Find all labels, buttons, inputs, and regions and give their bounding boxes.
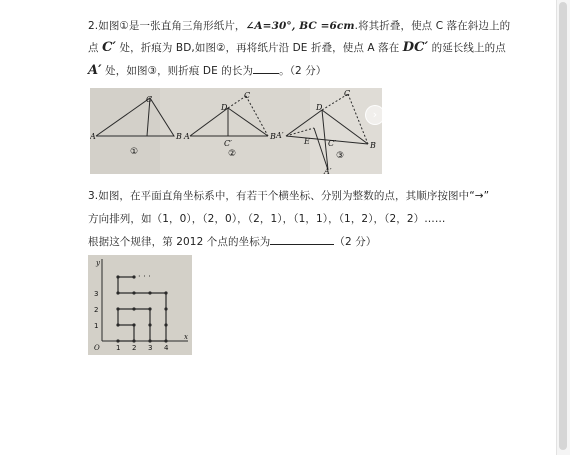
q3-answer-blank[interactable] (270, 235, 334, 245)
q3-text-3a: 根据这个规律，第 2012 个点的坐标为 (88, 236, 271, 248)
fig2-label-cprime: C′ (224, 139, 232, 148)
fig2-number: ② (228, 149, 237, 159)
q2-math-dcprime: DC′ (402, 40, 429, 55)
q3-line-3 (88, 234, 376, 249)
q2-math-cprime: C′ (102, 40, 117, 55)
q2-answer-blank[interactable] (253, 64, 279, 74)
q2-line-1 (88, 18, 510, 33)
q3-text-3b: （2 分） (334, 236, 377, 248)
q3-xtick-4: 4 (164, 344, 169, 352)
q2-text-1a: 2.如图①是一张直角三角形纸片， (88, 20, 246, 32)
q2-text-2b: 处，折痕为 BD,如图②，再将纸片沿 DE 折叠，使点 A 落在 (119, 42, 400, 54)
q3-figure-photo (88, 255, 192, 355)
fig3-label-d: D (316, 103, 323, 112)
fig2-label-b: B (270, 132, 276, 141)
q2-text-3a: 处，如图③，则折痕 DE 的长为 (105, 65, 254, 77)
fig3-label-cprime: C′ (328, 139, 336, 148)
q3-line-2: 方向排列，如（1，0），（2，0），（2，1），（1，1），（1，2），（2，2）…… (88, 213, 446, 225)
q3-line-1: 3.如图，在平面直角坐标系中，有若干个横坐标、分别为整数的点，其顺序按图中“→” (88, 190, 490, 202)
q3-xtick-3: 3 (148, 344, 153, 352)
q2-line-3 (88, 63, 326, 78)
q2-line-2 (88, 40, 506, 55)
q2-text-1b: .将其折叠，使点 C 落在斜边上的 (354, 20, 511, 32)
next-image-button[interactable] (365, 105, 385, 125)
q3-origin-label: O (94, 344, 100, 352)
fig1-label-b: B (176, 132, 182, 141)
fig3-label-e: E (304, 137, 310, 146)
scrollbar-thumb[interactable] (559, 2, 567, 450)
q3-ytick-2: 2 (94, 306, 99, 314)
q3-xtick-2: 2 (132, 344, 137, 352)
fig2-label-a: A (184, 132, 190, 141)
q2-math-aprime: A′ (88, 63, 102, 78)
q2-text-2c: 的延长线上的点 (431, 42, 506, 54)
q3-x-axis-label: x (184, 333, 188, 341)
q3-ytick-1: 1 (94, 322, 99, 330)
fig3-number: ③ (336, 151, 345, 161)
fig1-label-c: C (146, 95, 153, 104)
fig2-label-c: C (244, 91, 251, 100)
chevron-right-icon: › (372, 108, 378, 121)
q3-y-axis-label: y (96, 259, 100, 267)
q2-figure-photo (90, 88, 382, 174)
q3-ytick-3: 3 (94, 290, 99, 298)
q2-text-2a: 点 (88, 42, 99, 54)
fig1-label-a: A (90, 132, 96, 141)
fig2-label-d: D (221, 103, 228, 112)
q3-figure-svg (88, 255, 192, 355)
q2-text-3b: 。（2 分） (279, 65, 327, 77)
q2-math-angle: ∠A=30°, BC =6cm (245, 20, 355, 32)
q3-continuation-dots: · · · (138, 272, 151, 281)
q3-xtick-1: 1 (116, 344, 121, 352)
fig1-number: ① (130, 147, 139, 157)
fig3-label-aprime: A′ (276, 131, 284, 140)
fig3-label-b: B (370, 141, 376, 150)
fig3-label-c: C (344, 89, 351, 98)
q2-figure-svg (90, 88, 382, 174)
fig3-label-aprime-bottom: A′ (324, 167, 332, 174)
